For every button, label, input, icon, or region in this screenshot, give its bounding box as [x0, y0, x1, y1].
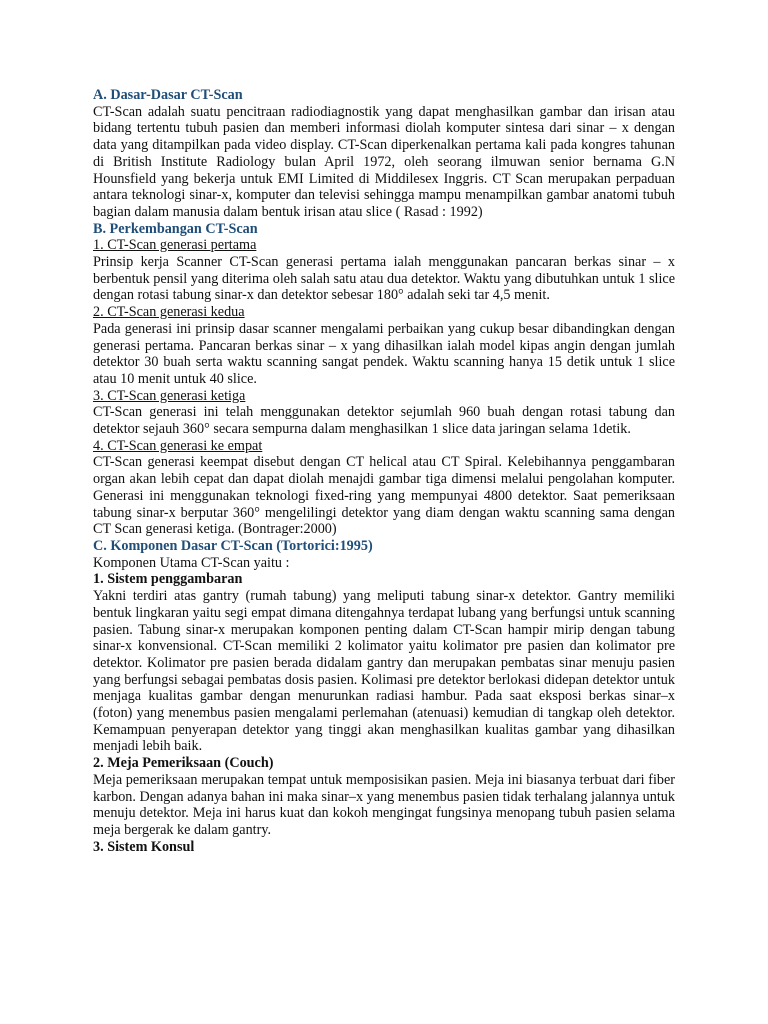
section-c-heading: C. Komponen Dasar CT-Scan (Tortorici:1995): [93, 537, 373, 554]
generation-3-body: CT-Scan generasi ini telah menggunakan detektor sejumlah 960 buah dengan rotasi tabung dan detektor sejauh 360° secara sempurna dalam menghasilkan 1 slice data jaringan selama 1detik.: [93, 404, 675, 438]
generation-1-title: 1. CT-Scan generasi pertama: [93, 237, 257, 254]
generation-2-body: Pada generasi ini prinsip dasar scanner mengalami perbaikan yang cukup besar dibandingkan dengan generasi pertama. Pancaran berkas sinar – x yang dihasilkan ialah model kipas angin dengan jumlah detektor 30 buah serta waktu scanning sangat pendek. Waktu scanning hanya 15 detik untuk 1 slice atau 10 menit untuk 40 slice.: [93, 320, 675, 387]
section-a-heading: A. Dasar-Dasar CT-Scan: [93, 87, 243, 103]
component-3-title: 3. Sistem Konsul: [93, 838, 195, 855]
generation-2-title: 2. CT-Scan generasi kedua: [93, 304, 245, 321]
generation-4-body: CT-Scan generasi keempat disebut dengan CT helical atau CT Spiral. Kelebihannya penggambaran organ akan lebih cepat dan dapat diolah menajdi gambar tiga dimensi melalui pengolahan komputer. Generasi ini menggunakan teknologi fixed-ring yang mempunyai 4800 detektor. Saat pemeriksaan tabung sinar-x berputar 360° mengelilingi detektor yang diam dengan waktu scanning sama dengan CT Scan generasi ketiga. (Bontrager:2000): [93, 454, 675, 538]
component-2-title: 2. Meja Pemeriksaan (Couch): [93, 755, 274, 772]
generation-4-title: 4. CT-Scan generasi ke empat: [93, 437, 263, 454]
component-1-title: 1. Sistem penggambaran: [93, 571, 243, 588]
generation-1-body: Prinsip kerja Scanner CT-Scan generasi pertama ialah menggunakan pancaran berkas sinar – x berbentuk pensil yang diterima oleh salah satu atau dua detektor. Waktu yang dibutuhkan untuk 1 slice dengan rotasi tabung sinar-x dan detektor sebesar 180° adalah seki tar 4,5 menit.: [93, 254, 675, 304]
section-c-intro: Komponen Utama CT-Scan yaitu :: [93, 554, 290, 571]
component-2-body: Meja pemeriksaan merupakan tempat untuk memposisikan pasien. Meja ini biasanya terbuat dari fiber karbon. Dengan adanya bahan ini maka sinar–x yang menembus pasien tidak terhalang jalannya untuk menuju detektor. Meja ini harus kuat dan kokoh mengingat fungsinya menopang tubuh pasien selama meja bergerak ke dalam gantry.: [93, 771, 675, 838]
section-b-heading: B. Perkembangan CT-Scan: [93, 220, 258, 237]
section-a-body: CT-Scan adalah suatu pencitraan radiodiagnostik yang dapat menghasilkan gambar dan irisan atau bidang tertentu tubuh pasien dan memberi informasi diolah komputer sintesa dari sinar – x dengan data yang ditampilkan pada video display. CT-Scan diperkenalkan pertama kali pada kongres tahunan di British Institute Radiology bulan April 1972, oleh seorang ilmuwan senior bernama G.N Hounsfield yang bekerja untuk EMI Limited di Middilesex Inggris. CT Scan merupakan perpaduan antara teknologi sinar-x, komputer dan televisi sehingga mampu menampilkan gambar anatomi tubuh bagian dalam manusia dalam bentuk irisan atau slice ( Rasad : 1992): [93, 103, 675, 220]
generation-3-title: 3. CT-Scan generasi ketiga: [93, 387, 246, 404]
component-1-body: Yakni terdiri atas gantry (rumah tabung) yang meliputi tabung sinar-x detektor. Gantry memiliki bentuk lingkaran yaitu segi empat dimana ditengahnya terdapat lubang yang berfungsi untuk scanning pasien. Tabung sinar-x merupakan komponen penting dalam CT-Scan hampir mirip dengan tabung sinar-x konvensional. CT-Scan memiliki 2 kolimator yaitu kolimator pre pasien dan kolimator pre detektor. Kolimator pre pasien berada didalam gantry dan merupakan pembatas sinar menuju pasien yang berfungsi sebagai pembatas dosis pasien. Kolimasi pre detektor berlokasi didepan detektor untuk menjaga kualitas gambar dengan menurunkan radiasi hambur. Pada saat eksposi berkas sinar–x (foton) yang menembus pasien mengalami perlemahan (atenuasi) kemudian di tangkap oleh detektor. Kemampuan penyerapan detektor yang tinggi akan menghasilkan kualitas gambar yang dihasilkan menjadi lebih baik.: [93, 588, 675, 755]
